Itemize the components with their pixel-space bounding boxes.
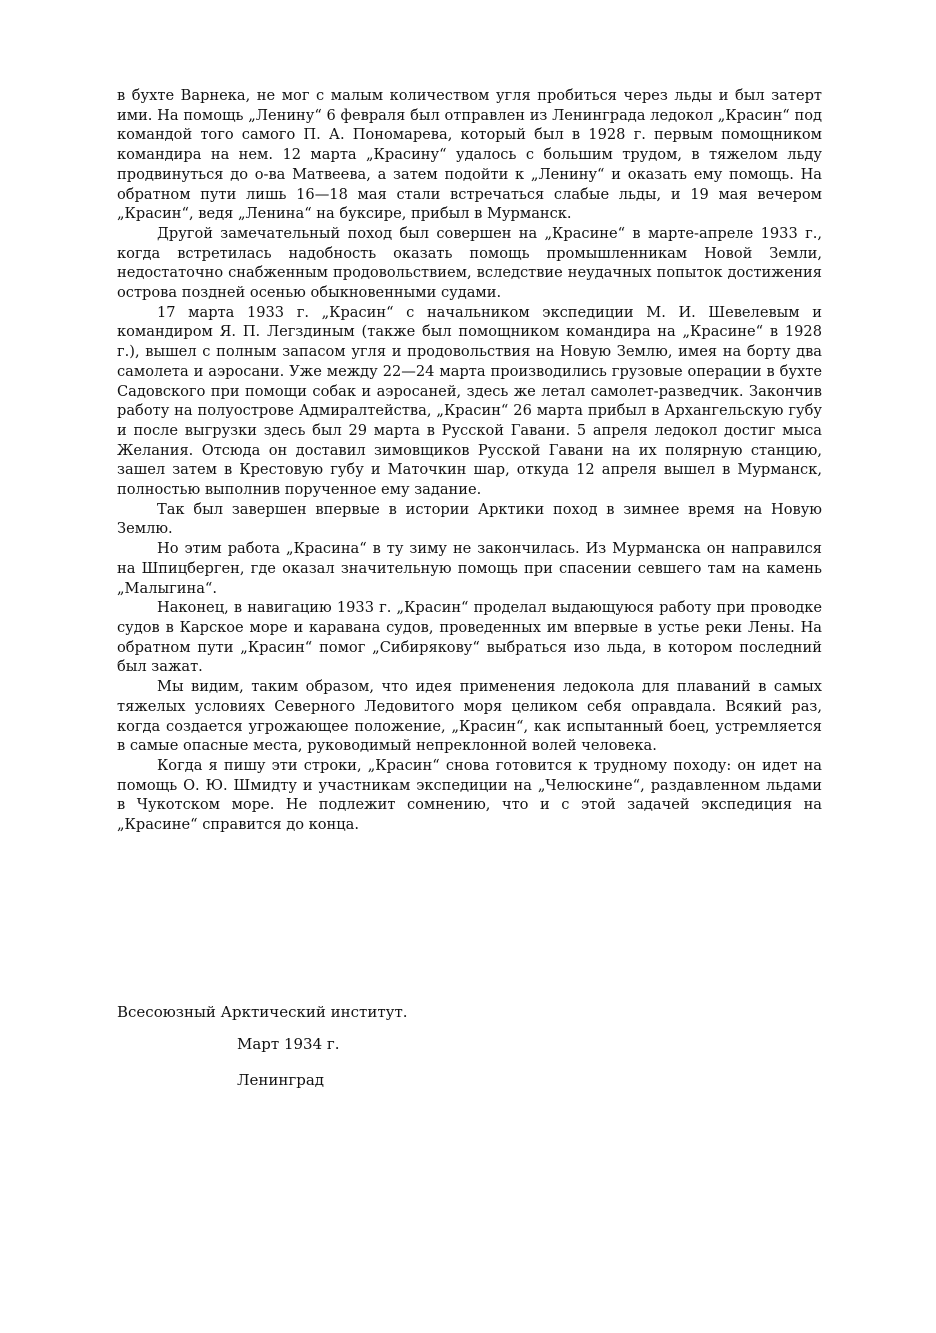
- paragraph-8: Когда я пишу эти строки, „Красин“ снова готовится к трудному походу: он идет на помощь О. Ю. Шмидту и участникам экспедиции на „Челюскине“, раздавленном льдами в Чукотском море. Не подлежит сомнению, что и с этой задачей экспедиция на „Красине“ справится до конца.: [117, 756, 822, 834]
- document-body: [117, 86, 822, 835]
- paragraph-2: Другой замечательный поход был совершен на „Красине“ в марте-апреле 1933 г., когда встретилась надобность оказать помощь промышленникам Новой Земли, недостаточно снабженным продовольствием, вследствие неудачных попыток достижения острова поздней осенью обыкновенными судами.: [117, 224, 822, 302]
- paragraph-3: 17 марта 1933 г. „Красин“ с начальником экспедиции М. И. Шевелевым и командиром Я. П. Легздиным (также был помощником командира на „Красине“ в 1928 г.), вышел с полным запасом угля и продовольствия на Новую Землю, имея на борту два самолета и аэросани. Уже между 22—24 марта производились грузовые операции в бухте Садовского при помощи собак и аэросаней, здесь же летал самолет-разведчик. Закончив работу на полуострове Адмиралтейства, „Красин“ 26 марта прибыл в Архангельскую губу и после выгрузки здесь был 29 марта в Русской Гавани. 5 апреля ледокол достиг мыса Желания. Отсюда он доставил зимовщиков Русской Гавани на их полярную станцию, зашел затем в Крестовую губу и Маточкин шар, откуда 12 апреля вышел в Мурманск, полностью выполнив порученное ему задание.: [117, 303, 822, 499]
- signoff-city: Ленинград: [237, 1071, 325, 1089]
- signoff-block: [117, 1002, 822, 1090]
- signoff-institute: Всесоюзный Арктический институт.: [117, 1003, 408, 1021]
- paragraph-4: Так был завершен впервые в истории Арктики поход в зимнее время на Новую Землю.: [117, 500, 822, 538]
- paragraph-1: в бухте Варнека, не мог с малым количеством угля пробиться через льды и был затерт ими. На помощь „Ленину“ 6 февраля был отправлен из Ленинграда ледокол „Красин“ под командой того самого П. А. Пономарева, который был в 1928 г. первым помощником командира на нем. 12 марта „Красину“ удалось с большим трудом, в тяжелом льду продвинуться до о-ва Матвеева, а затем подойти к „Ленину“ и оказать ему помощь. На обратном пути лишь 16—18 мая стали встречаться слабые льды, и 19 мая вечером „Красин“, ведя „Ленина“ на буксире, прибыл в Мурманск.: [117, 87, 822, 223]
- paragraph-5: Но этим работа „Красина“ в ту зиму не закончилась. Из Мурманска он направился на Шпицберген, где оказал значительную помощь при спасении севшего там на камень „Малыгина“.: [117, 540, 822, 597]
- signoff-date: Март 1934 г.: [237, 1035, 340, 1053]
- paragraph-6: Наконец, в навигацию 1933 г. „Красин“ проделал выдающуюся работу при проводке судов в Карское море и каравана судов, проведенных им впервые в устье реки Лены. На обратном пути „Красин“ помог „Сибирякову“ выбраться изо льда, в котором последний был зажат.: [117, 599, 822, 676]
- paragraph-7: Мы видим, таким образом, что идея применения ледокола для плаваний в самых тяжелых условиях Северного Ледовитого моря целиком себя оправдала. Всякий раз, когда создается угрожающее положение, „Красин“, как испытанный боец, устремляется в самые опасные места, руководимый непреклонной волей человека.: [117, 678, 822, 755]
